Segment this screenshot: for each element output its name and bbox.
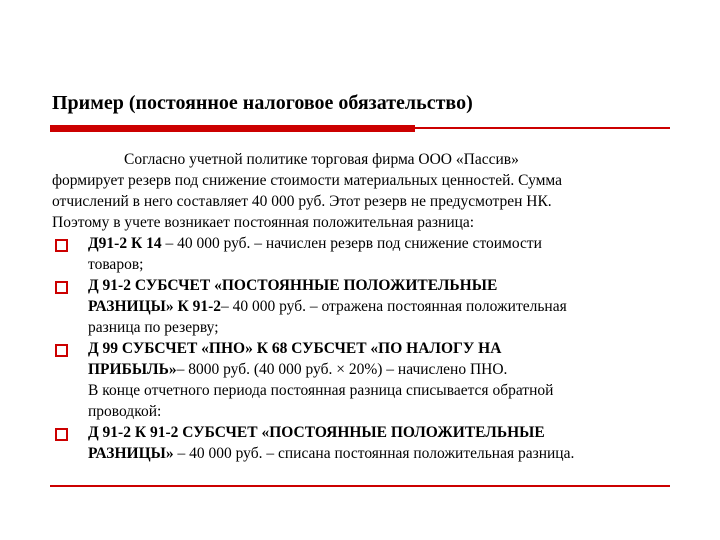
hollow-square-bullet-icon <box>55 428 68 441</box>
entry-account: Д 91-2 СУБСЧЕТ «ПОСТОЯННЫЕ ПОЛОЖИТЕЛЬНЫЕ <box>88 277 498 294</box>
entry-account: Д 91-2 К 91-2 СУБСЧЕТ «ПОСТОЯННЫЕ ПОЛОЖИТЕЛЬНЫЕ <box>88 424 545 441</box>
intro-line: Поэтому в учете возникает постоянная положительная разница: <box>52 214 475 231</box>
hollow-square-bullet-icon <box>55 344 68 357</box>
entry-continuation: товаров; <box>88 256 144 273</box>
bottom-divider <box>50 485 670 487</box>
entry-description: – 8000 руб. (40 000 руб. × 20%) – начислено ПНО. <box>176 361 508 378</box>
entry-continuation: проводкой: <box>88 403 162 420</box>
entry-account: ПРИБЫЛЬ» <box>88 361 177 378</box>
intro-paragraph <box>52 149 677 233</box>
entry-continuation: В конце отчетного периода постоянная разница списывается обратной <box>88 382 554 399</box>
entry-continuation: разница по резерву; <box>88 319 219 336</box>
intro-line: Согласно учетной политике торговая фирма ООО «Пассив» <box>124 151 519 168</box>
bullet-item-1 <box>52 233 677 275</box>
entry-description: – 40 000 руб. – отражена постоянная положительная <box>221 298 567 315</box>
slide-body <box>52 149 677 464</box>
bullet-item-3 <box>52 338 677 422</box>
title-underline-thick <box>50 125 415 132</box>
hollow-square-bullet-icon <box>55 239 68 252</box>
title-underline-thin <box>415 127 670 129</box>
intro-line: отчислений в него составляет 40 000 руб. Этот резерв не предусмотрен НК. <box>52 193 552 210</box>
entry-account: Д 99 СУБСЧЕТ «ПНО» К 68 СУБСЧЕТ «ПО НАЛОГУ НА <box>88 340 502 357</box>
entry-account: РАЗНИЦЫ» К 91-2 <box>88 298 222 315</box>
entry-description: – 40 000 руб. – списана постоянная положительная разница. <box>173 445 575 462</box>
intro-line: формирует резерв под снижение стоимости материальных ценностей. Сумма <box>52 172 563 189</box>
entry-description: – 40 000 руб. – начислен резерв под снижение стоимости <box>161 235 542 252</box>
bullet-item-2 <box>52 275 677 338</box>
slide-title: Пример (постоянное налоговое обязательство) <box>52 92 473 114</box>
entry-account: РАЗНИЦЫ» <box>88 445 174 462</box>
hollow-square-bullet-icon <box>55 281 68 294</box>
entry-account: Д91-2 К 14 <box>88 235 162 252</box>
bullet-item-4 <box>52 422 677 464</box>
